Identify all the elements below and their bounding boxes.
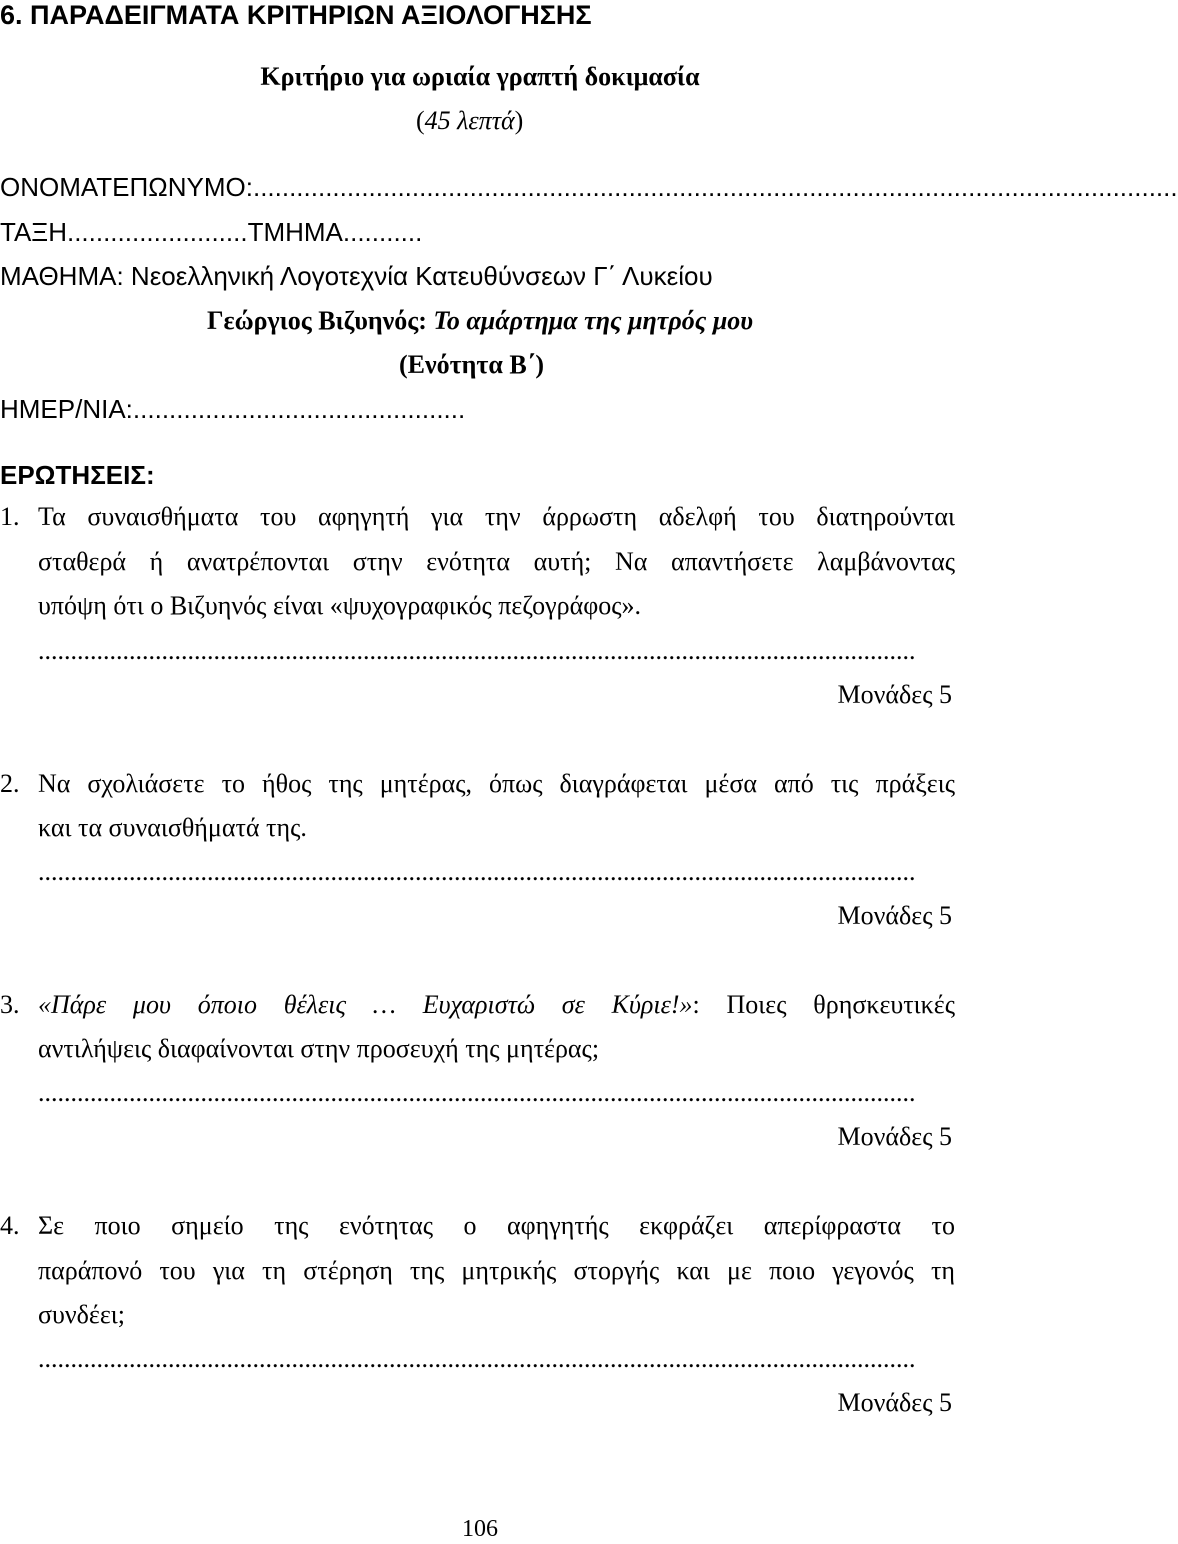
question-2-line-1: Να σχολιάσετε το ήθος της μητέρας, όπως διαγράφεται μέσα από τις πράξεις [38,769,955,798]
class-dots: ......................... [66,217,248,247]
class-label: ΤΑΞΗ [0,217,67,247]
question-3-line-2: αντιλήψεις διαφαίνονται στην προσευχή της μητέρας; [38,1034,600,1063]
section-label: ΤΜΗΜΑ [247,217,343,247]
date-dots: .............................................. [132,394,466,424]
question-3-continuation: : Ποιες θρησκευτικές [692,990,955,1019]
question-1-line-2: σταθερά ή ανατρέπονται στην ενότητα αυτή; Να απαντήσετε λαμβάνοντας [38,547,955,576]
name-field[interactable] [0,172,1178,202]
work-line [0,306,960,336]
subject-value: Νεοελληνική Λογοτεχνία Κατευθύνσεων Γ΄ Λυκείου [130,261,713,291]
answer-area-3[interactable]: ....................................................................................................................................... [38,1078,916,1107]
question-4-line-1: Σε ποιο σημείο της ενότητας ο αφηγητής εκφράζει απερίφραστα το [38,1211,955,1240]
question-1-line-3: υπόψη ότι ο Βιζυηνός είναι «ψυχογραφικός πεζογράφος». [38,591,641,620]
points-label: Μονάδες 5 [837,1388,952,1417]
class-section-field[interactable] [0,217,422,247]
answer-area-1[interactable]: ....................................................................................................................................... [38,636,916,665]
name-dots: ................................................................................................................................ [252,172,1178,202]
question-2-line-2: και τα συναισθήματά της. [38,813,307,842]
name-label: ΟΝΟΜΑΤΕΠΩΝΥΜΟ: [0,172,253,202]
points-label: Μονάδες 5 [837,1122,952,1151]
question-number: 3. [0,990,20,1019]
prayer-quote: «Πάρε μου όποιο θέλεις … Ευχαριστώ σε Κύριε!» [38,990,693,1019]
date-field[interactable] [0,394,465,424]
section-title: 6. ΠΑΡΑΔΕΙΓΜΑΤΑ ΚΡΙΤΗΡΙΩΝ ΑΞΙΟΛΟΓΗΣΗΣ [0,0,592,30]
answer-area-2[interactable]: ....................................................................................................................................... [38,857,916,886]
subject-label: ΜΑΘΗΜΑ: [0,261,124,291]
question-3-line-1 [38,990,955,1020]
question-1-line-1: Τα συναισθήματα του αφηγητή για την άρρωστη αδελφή του διατηρούνται [38,502,955,531]
work-title: Το αμάρτημα της μητρός μου [433,306,754,335]
author-name: Γεώργιος Βιζυηνός: [206,306,427,335]
question-4-line-2: παράπονό του για τη στέρηση της μητρικής στοργής και με ποιο γεγονός τη [38,1256,955,1285]
unit-label: (Ενότητα Β΄) [399,350,545,379]
question-number: 2. [0,769,20,798]
questions-heading: ΕΡΩΤΗΣΕΙΣ: [0,460,155,490]
page-number: 106 [462,1516,498,1542]
test-title: Κριτήριο για ωριαία γραπτή δοκιμασία [260,62,700,91]
subject-line [0,261,713,291]
question-number: 1. [0,502,20,531]
section-dots: ........... [342,217,423,247]
answer-area-4[interactable]: ....................................................................................................................................... [38,1344,916,1373]
date-label: ΗΜΕΡ/ΝΙΑ: [0,394,133,424]
question-number: 4. [0,1211,20,1240]
question-4-line-3: συνδέει; [38,1300,125,1329]
test-duration: (45 λεπτά) [416,106,524,135]
points-label: Μονάδες 5 [837,680,952,709]
points-label: Μονάδες 5 [837,901,952,930]
